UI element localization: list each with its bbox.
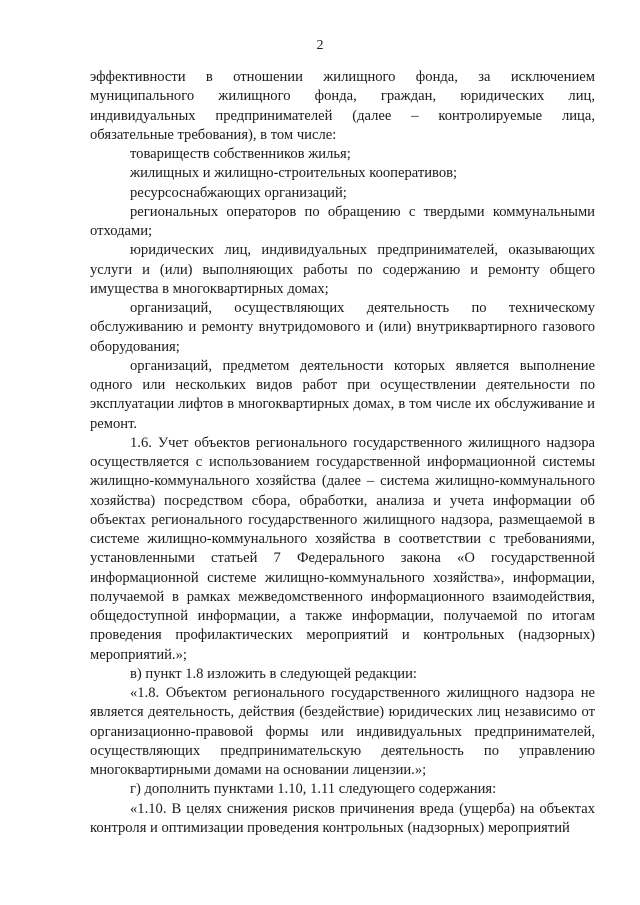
paragraph-continuation: эффективности в отношении жилищного фонда, за исключением муниципального жилищного фонда, граждан, юридических лиц, индивидуальных предпринимателей (далее – контролируемые лица, обязательные требования), в том числе: bbox=[90, 69, 595, 143]
paragraph: 1.6. Учет объектов регионального государственного жилищного надзора осуществляется с использованием государственной информационной системы жилищно-коммунального хозяйства (далее – система жилищно-коммунального хозяйства) посредством сбора, обработки, анализа и учета информации об объектах регионального государственного жилищного надзора, размещаемой в системе жилищно-коммунального хозяйства в соответствии с требованиями, установленными статьей 7 Федерального закона «О государственной информационной системе жилищно-коммунального хозяйства», информации, получаемой в рамках межведомственного информационного взаимодействия, общедоступной информации, а также информации, получаемой по итогам проведения профилактических мероприятий и контрольных (надзорных) мероприятий.»; bbox=[90, 434, 595, 663]
list-item: организаций, предметом деятельности которых является выполнение одного или нескольких видов работ при осуществлении деятельности по эксплуатации лифтов в многоквартирных домах, в том числе их обслуживание и ремонт. bbox=[90, 357, 595, 432]
list-item: товариществ собственников жилья; bbox=[130, 146, 351, 162]
paragraph: «1.10. В целях снижения рисков причинения вреда (ущерба) на объектах контроля и оптимизации проведения контрольных (надзорных) мероприятий bbox=[90, 800, 595, 836]
paragraph: «1.8. Объектом регионального государственного жилищного надзора не является деятельность, действия (бездействие) юридических лиц независимо от организационно-правовой формы или индивидуальных предпринимателей, осуществляющих предпринимательскую деятельность по управлению многоквартирными домами на основании лицензии.»; bbox=[90, 685, 595, 778]
list-item: юридических лиц, индивидуальных предпринимателей, оказывающих услуги и (или) выполняющих работы по содержанию и ремонту общего имущества в многоквартирных домах; bbox=[90, 242, 595, 297]
list-item: жилищных и жилищно-строительных кооперативов; bbox=[130, 165, 458, 182]
document-body bbox=[90, 68, 595, 838]
page-number: 2 bbox=[316, 38, 324, 53]
list-item: ресурсоснабжающих организаций; bbox=[130, 184, 347, 201]
paragraph: в) пункт 1.8 изложить в следующей редакции: bbox=[130, 665, 417, 682]
list-item: организаций, осуществляющих деятельность по техническому обслуживанию и ремонту внутридомового и (или) внутриквартирного газового оборудования; bbox=[90, 300, 595, 355]
paragraph: г) дополнить пунктами 1.10, 1.11 следующего содержания: bbox=[130, 781, 497, 798]
list-item: региональных операторов по обращению с твердыми коммунальными отходами; bbox=[90, 203, 595, 239]
